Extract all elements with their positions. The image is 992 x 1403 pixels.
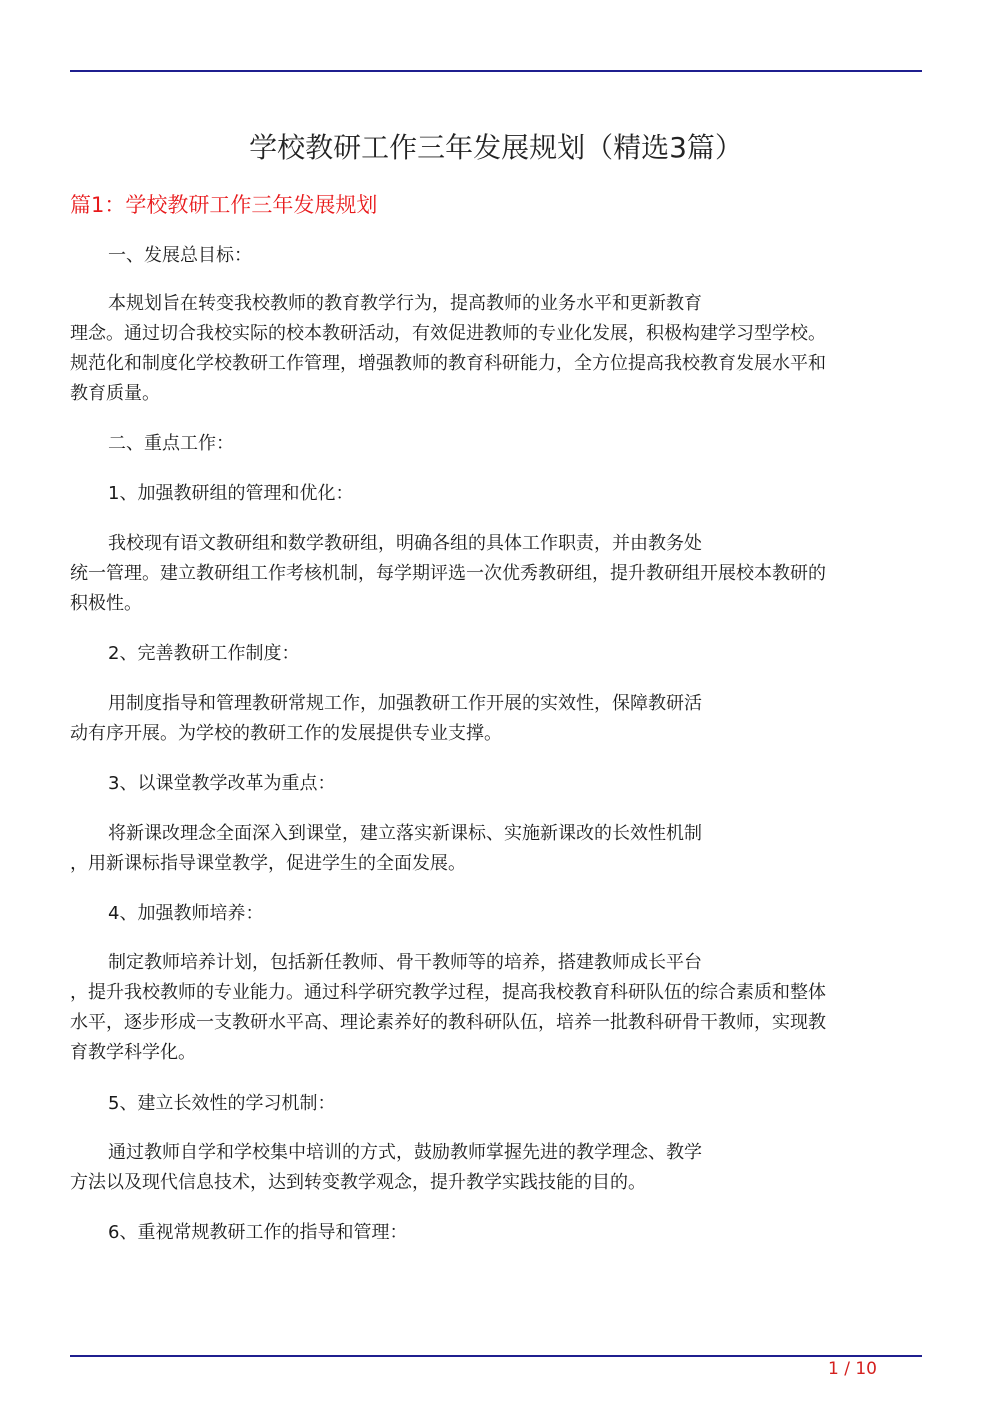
text-line: 理念。通过切合我校实际的校本教研活动，有效促进教师的专业化发展，积极构建学习型学校。 xyxy=(70,323,826,344)
paragraph xyxy=(70,899,922,929)
text-line: 方法以及现代信息技术，达到转变教学观念，提升教学实践技能的目的。 xyxy=(70,1172,646,1193)
paragraph xyxy=(70,529,922,619)
text-line: 6、重视常规教研工作的指导和管理： xyxy=(108,1222,408,1243)
text-line: ，提升我校教师的专业能力。通过科学研究教学过程，提高我校教育科研队伍的综合素质和整体 xyxy=(70,982,826,1003)
text-line: 3、以课堂教学改革为重点： xyxy=(108,773,336,794)
paragraph xyxy=(70,429,922,459)
paragraph xyxy=(70,769,922,799)
footer-rule xyxy=(70,1355,922,1357)
paragraph xyxy=(70,1089,922,1119)
text-line: 通过教师自学和学校集中培训的方式，鼓励教师掌握先进的教学理念、教学 xyxy=(108,1142,702,1163)
paragraph xyxy=(70,1218,922,1248)
text-line: 1、加强教研组的管理和优化： xyxy=(108,483,354,504)
paragraph xyxy=(70,479,922,509)
section-heading: 篇1：学校教研工作三年发展规划 xyxy=(70,193,378,217)
text-line: 规范化和制度化学校教研工作管理，增强教师的教育科研能力，全方位提高我校教育发展水平和 xyxy=(70,353,826,374)
text-line: 一、发展总目标： xyxy=(108,245,252,266)
text-line: 2、完善教研工作制度： xyxy=(108,643,300,664)
text-line: 用制度指导和管理教研常规工作，加强教研工作开展的实效性，保障教研活 xyxy=(108,693,702,714)
text-line: 水平，逐步形成一支教研水平高、理论素养好的教科研队伍，培养一批教科研骨干教师，实现教 xyxy=(70,1012,826,1033)
text-line: 教育质量。 xyxy=(70,383,160,404)
text-line: 育教学科学化。 xyxy=(70,1042,196,1063)
paragraph xyxy=(70,639,922,669)
text-line: 制定教师培养计划，包括新任教师、骨干教师等的培养，搭建教师成长平台 xyxy=(108,952,702,973)
paragraph xyxy=(70,241,922,271)
text-line: 二、重点工作： xyxy=(108,433,234,454)
text-line: 4、加强教师培养： xyxy=(108,903,264,924)
page-indicator: 1 / 10 xyxy=(828,1359,877,1379)
paragraph xyxy=(70,948,922,1068)
paragraph xyxy=(70,819,922,879)
text-line: 5、建立长效性的学习机制： xyxy=(108,1093,336,1114)
paragraph xyxy=(70,689,922,749)
text-line: 将新课改理念全面深入到课堂，建立落实新课标、实施新课改的长效性机制 xyxy=(108,823,702,844)
paragraph xyxy=(70,1138,922,1198)
header-rule xyxy=(70,70,922,72)
text-line: 本规划旨在转变我校教师的教育教学行为，提高教师的业务水平和更新教育 xyxy=(108,293,702,314)
document-title: 学校教研工作三年发展规划（精选3篇） xyxy=(249,131,743,164)
text-line: 积极性。 xyxy=(70,593,142,614)
text-line: 动有序开展。为学校的教研工作的发展提供专业支撑。 xyxy=(70,723,502,744)
text-line: 统一管理。建立教研组工作考核机制，每学期评选一次优秀教研组，提升教研组开展校本教研的 xyxy=(70,563,826,584)
text-line: ，用新课标指导课堂教学，促进学生的全面发展。 xyxy=(70,853,466,874)
text-line: 我校现有语文教研组和数学教研组，明确各组的具体工作职责，并由教务处 xyxy=(108,533,702,554)
paragraph xyxy=(70,289,922,409)
